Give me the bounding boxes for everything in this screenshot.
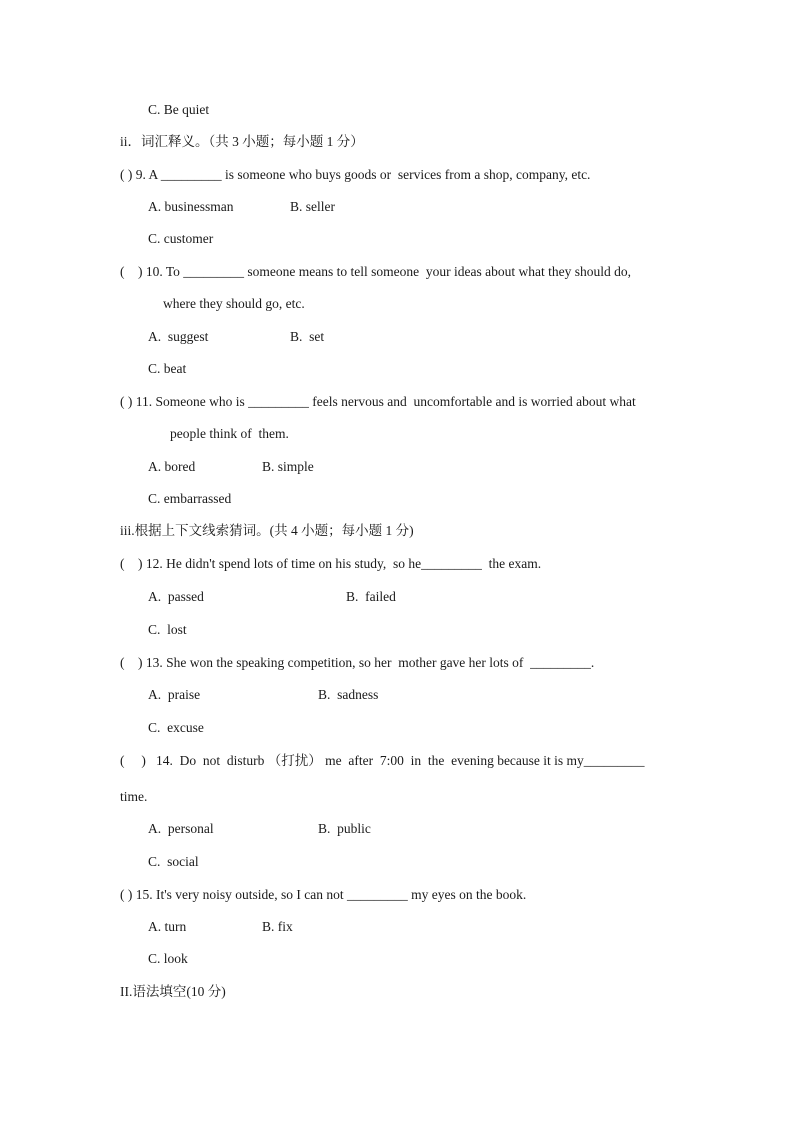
question-9: ( ) 9. A _________ is someone who buys goods or services from a shop, company, etc. [120, 167, 591, 182]
q10-option-c: C. beat [148, 361, 187, 376]
q14-option-c: C. social [148, 854, 199, 869]
question-14-continued: time. [120, 789, 148, 804]
q15-option-c: C. look [148, 951, 188, 966]
q10-option-b: B. set [290, 329, 325, 344]
q12-option-a: A. passed [148, 589, 204, 604]
q12-option-c: C. lost [148, 622, 187, 637]
question-10-continued: where they should go, etc. [163, 296, 305, 311]
q15-option-b: B. fix [262, 919, 293, 934]
section-heading-ii: ii．词汇释义。（共 3 小题；每小题 1 分） [120, 134, 364, 149]
q14-option-b: B. public [318, 821, 371, 836]
q14-option-a: A. personal [148, 821, 214, 836]
q11-option-b: B. simple [262, 459, 314, 474]
q12-option-b: B. failed [346, 589, 396, 604]
q13-option-c: C. excuse [148, 720, 204, 735]
option-c-be-quiet: C. Be quiet [148, 102, 210, 117]
question-11: ( ) 11. Someone who is _________ feels nervous and uncomfortable and is worried about what [120, 394, 636, 409]
q10-option-a: A. suggest [148, 329, 209, 344]
question-13: ( ) 13. She won the speaking competition, so her mother gave her lots of _________. [120, 655, 595, 670]
q15-option-a: A. turn [148, 919, 187, 934]
question-11-continued: people think of them. [170, 426, 289, 441]
section-heading-iii: iii.根据上下文线索猜词。(共 4 小题；每小题 1 分) [120, 523, 414, 538]
q11-option-c: C. embarrassed [148, 491, 232, 506]
section-heading-II: II.语法填空(10 分) [120, 984, 226, 999]
q9-option-a: A. businessman [148, 199, 234, 214]
q9-option-b: B. seller [290, 199, 335, 214]
q13-option-b: B. sadness [318, 687, 379, 702]
q11-option-a: A. bored [148, 459, 196, 474]
question-14: ( ) 14. Do not disturb （打扰） me after 7:00 in the evening because it is my_________ [120, 753, 645, 768]
question-12: ( ) 12. He didn't spend lots of time on his study, so he_________ the exam. [120, 556, 542, 571]
question-15: ( ) 15. It's very noisy outside, so I can not _________ my eyes on the book. [120, 887, 527, 902]
question-10: ( ) 10. To _________ someone means to tell someone your ideas about what they should do, [120, 264, 631, 279]
q13-option-a: A. praise [148, 687, 201, 702]
q9-option-c: C. customer [148, 231, 214, 246]
